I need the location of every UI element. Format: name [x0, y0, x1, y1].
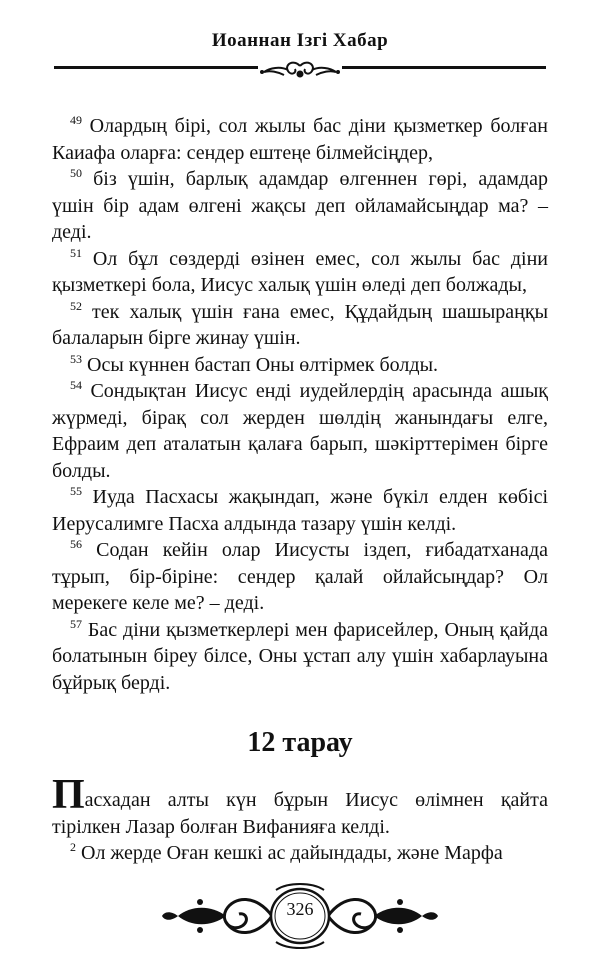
- verse-text: Олардың бірі, сол жылы бас діни қызметкер болған Каиафа оларға: сендер ештеңе білмейсіңдер,: [52, 115, 548, 164]
- verse-number: 55: [70, 484, 82, 498]
- verse-text: Иуда Пасхасы жақындап, және бүкіл елден көбісі Иерусалимге Пасха алдында тазару үшін келді.: [52, 486, 548, 535]
- verse-text: Ол жерде Оған кешкі ас дайындады, және Марфа: [76, 842, 503, 864]
- body-text: [52, 113, 548, 867]
- verse-number: 50: [70, 166, 82, 180]
- verse-number: 56: [70, 537, 82, 551]
- verse-text: Бас діни қызметкерлері мен фарисейлер, Оның қайда болатынын біреу білсе, Оны ұстап алу үшін хабарлауына бұйрық берді.: [52, 618, 548, 694]
- verse-2: [52, 840, 548, 867]
- verse-number: 53: [70, 351, 82, 366]
- running-header: Иоаннан Ізгі Хабар: [211, 30, 389, 51]
- verse-number: 57: [70, 616, 82, 631]
- verse-number: 51: [70, 245, 82, 260]
- verse-55: [52, 484, 548, 537]
- drop-cap: П: [52, 772, 85, 818]
- verse-49: [52, 113, 548, 166]
- verse-number: 54: [70, 378, 82, 392]
- verse-text: Ол бұл сөздерді өзінен емес, сол жылы бас діни қызметкері бола, Иисус халық үшін өледі деп болжады,: [52, 247, 548, 296]
- verse-52: [52, 299, 548, 352]
- verse-number: 52: [70, 298, 82, 313]
- verse-51: [52, 246, 548, 299]
- verse-text: біз үшін, барлық адамдар өлгеннен гөрі, адамдар үшін бір адам өлгені жақсы деп ойламайсыңдар ма? – деді.: [52, 168, 548, 243]
- verse-54: [52, 378, 548, 484]
- verse-number: 2: [70, 840, 76, 854]
- verse-text: Осы күннен бастап Оны өлтірмек болды.: [82, 353, 439, 376]
- verse-56: [52, 537, 548, 617]
- verse-text: асхадан алты күн бұрын Иисус өлімнен қайта тірілкен Лазар болған Вифанияға келді.: [52, 789, 548, 838]
- chapter-title: 12 тарау: [247, 727, 353, 758]
- verse-1: [52, 772, 548, 840]
- page-number: 326: [286, 899, 314, 919]
- verse-text: Содан кейін олар Иисусты іздеп, ғибадатханада тұрып, бір-біріне: сендер қалай ойлайсыңдар? Ол мерекеге келе ме? – деді.: [52, 539, 548, 614]
- verse-50: [52, 166, 548, 246]
- verse-number: 49: [70, 113, 82, 127]
- verse-57: [52, 617, 548, 697]
- verse-text: Сондықтан Иисус енді иудейлердің арасында ашық жүрмеді, бірақ сол жерден шөлдің жанындағы елге, Ефраим деп аталатын қалаға барып, шәкірттерімен бірге болды.: [52, 380, 548, 482]
- verse-53: [52, 352, 548, 379]
- header-ornament-icon: [258, 60, 342, 84]
- verse-text: тек халық үшін ғана емес, Құдайдың шашыраңқы балаларын бірге жинау үшін.: [52, 300, 548, 349]
